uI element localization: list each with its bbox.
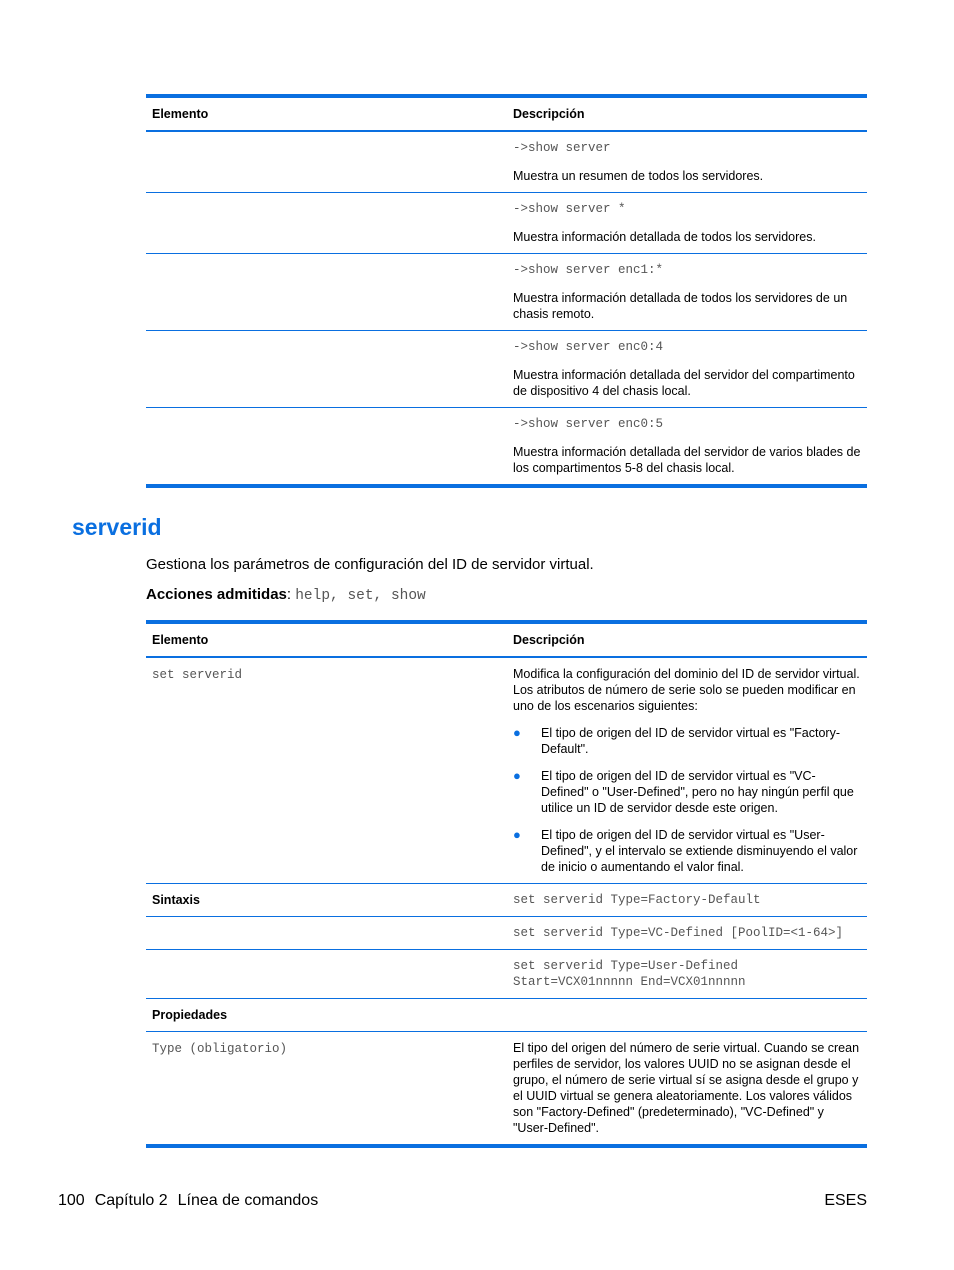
show-server-table (146, 94, 867, 488)
description-cell (507, 657, 867, 884)
table-row (146, 884, 867, 917)
actions-separator: : (286, 586, 296, 603)
table-header-row (146, 96, 867, 131)
element-cell (146, 331, 507, 408)
bullet-icon: ● (513, 725, 521, 740)
command-example: ->show server enc0:4 (513, 340, 664, 354)
syntax-label: Sintaxis (146, 884, 507, 917)
section-description: Gestiona los parámetros de configuración del ID de servidor virtual. (146, 556, 594, 573)
table-row (146, 999, 867, 1032)
table-row (146, 917, 867, 950)
table-row (146, 331, 867, 408)
command-description: Muestra información detallada de todos los servidores. (513, 230, 816, 244)
table-row (146, 131, 867, 193)
element-cell (146, 950, 507, 999)
command-example: ->show server (513, 141, 611, 155)
supported-actions (146, 586, 426, 604)
element-cell (146, 193, 507, 254)
description-cell (507, 331, 867, 408)
locale-code: ESES (824, 1192, 867, 1209)
command-description: Muestra información detallada del servidor del compartimento de dispositivo 4 del chasis local. (513, 368, 855, 398)
actions-label: Acciones admitidas (146, 586, 287, 603)
chapter-title: Línea de comandos (177, 1192, 319, 1209)
description-cell (507, 193, 867, 254)
command-example: ->show server enc0:5 (513, 417, 664, 431)
description-cell (507, 408, 867, 487)
table-row (146, 950, 867, 999)
property-name: Type (obligatorio) (152, 1042, 288, 1056)
command-description: Modifica la configuración del dominio del ID de servidor virtual. Los atributos de número de serie solo se pueden modificar en uno de los escenarios siguientes: (513, 667, 860, 713)
bullet-icon: ● (513, 768, 521, 783)
element-cell (146, 254, 507, 331)
table-row (146, 657, 867, 884)
element-cell (146, 131, 507, 193)
scenario-list (513, 725, 861, 875)
page-number: 100 (58, 1192, 85, 1209)
list-item: ● El tipo de origen del ID de servidor virtual es "Factory-Default". (513, 725, 841, 756)
element-cell (146, 917, 507, 950)
header-description: Descripción (507, 96, 867, 131)
command-example: ->show server * (513, 202, 626, 216)
properties-label: Propiedades (146, 999, 507, 1032)
table-row (146, 408, 867, 487)
property-description: El tipo del origen del número de serie virtual. Cuando se crean perfiles de servidor, los valores UUID no se asignan desde el grupo, el número de serie virtual sí se asigna desde el grupo y el UUID virtual se genera aleatoriamente. Los valores válidos son "Factory-Defined" (predeterminado), "VC-Defined" y "User-Defined". (507, 1032, 867, 1147)
syntax-example: set serverid Type=VC-Defined [PoolID=<1-64>] (507, 917, 867, 950)
list-item: ● El tipo de origen del ID de servidor virtual es "User-Defined", y el intervalo se extiende disminuyendo el valor de inicio o aumentando el valor final. (513, 827, 858, 874)
element-cell (146, 657, 507, 884)
description-cell (507, 999, 867, 1032)
command-name: set serverid (152, 668, 243, 682)
command-description: Muestra información detallada de todos los servidores de un chasis remoto. (513, 291, 848, 321)
element-cell (146, 408, 507, 487)
chapter-label: Capítulo 2 (94, 1192, 168, 1209)
bullet-icon: ● (513, 827, 521, 842)
syntax-example: set serverid Type=Factory-Default (507, 884, 867, 917)
list-item: ● El tipo de origen del ID de servidor virtual es "VC-Defined" o "User-Defined", pero no hay ningún perfil que utilice un ID de servidor desde este origen. (513, 768, 854, 815)
description-cell (507, 131, 867, 193)
header-description: Descripción (507, 622, 867, 657)
table-row (146, 254, 867, 331)
table-row (146, 193, 867, 254)
command-example: ->show server enc1:* (513, 263, 664, 277)
command-description: Muestra información detallada del servidor de varios blades de los compartimentos 5-8 del chasis local. (513, 445, 861, 475)
element-cell (146, 1032, 507, 1147)
header-element: Elemento (146, 622, 507, 657)
command-description: Muestra un resumen de todos los servidores. (513, 169, 764, 183)
actions-value: help, set, show (295, 588, 426, 604)
description-cell (507, 254, 867, 331)
table-row (146, 1032, 867, 1147)
header-element: Elemento (146, 96, 507, 131)
syntax-example: set serverid Type=User-Defined Start=VCX01nnnnn End=VCX01nnnnn (507, 950, 867, 999)
table-header-row (146, 622, 867, 657)
section-title: serverid (72, 514, 162, 540)
page-footer (58, 1192, 318, 1210)
serverid-table (146, 620, 867, 1148)
